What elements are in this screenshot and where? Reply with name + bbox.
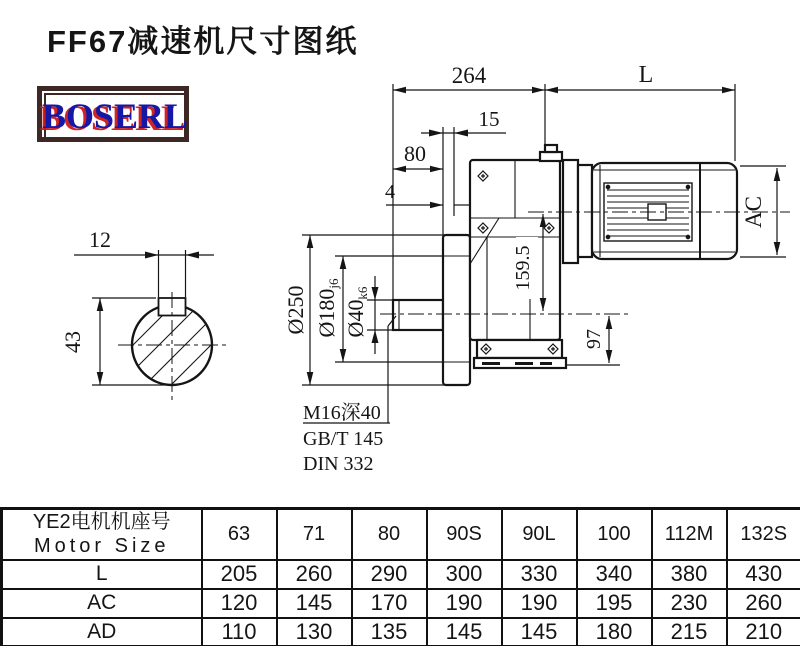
dim-4-label: 4 bbox=[385, 181, 395, 203]
col-header: 71 bbox=[277, 509, 352, 560]
dim-43-label: 43 bbox=[60, 331, 85, 353]
dim-159-label: 159.5 bbox=[512, 245, 534, 291]
header-cn: YE2电机机座号 bbox=[32, 511, 171, 534]
table-cell: 120 bbox=[202, 589, 277, 618]
lifting-lug-top bbox=[545, 145, 557, 152]
motor-flange-ring bbox=[578, 165, 592, 257]
table-cell: 330 bbox=[502, 560, 577, 589]
table-cell: 430 bbox=[727, 560, 800, 589]
brand-logo-text: BOSERL bbox=[41, 96, 189, 136]
col-header: 100 bbox=[577, 509, 652, 560]
dim-180-label: Ø180j6 bbox=[314, 278, 341, 338]
dim-80-label: 80 bbox=[404, 141, 426, 166]
table-cell: 130 bbox=[277, 618, 352, 646]
table-header-row bbox=[2, 509, 800, 560]
table-row bbox=[2, 589, 800, 618]
col-header: 132S bbox=[727, 509, 800, 560]
table-cell: 205 bbox=[202, 560, 277, 589]
table-cell: 260 bbox=[727, 589, 800, 618]
dim-264-label: 264 bbox=[451, 63, 487, 88]
table-cell: 145 bbox=[277, 589, 352, 618]
col-header: 90L bbox=[502, 509, 577, 560]
table-cell: 230 bbox=[652, 589, 727, 618]
gearbox-outline bbox=[393, 145, 737, 385]
table-cell: 170 bbox=[352, 589, 427, 618]
col-header: 80 bbox=[352, 509, 427, 560]
note-tap-hole: M16深40 bbox=[303, 402, 381, 424]
output-shaft bbox=[393, 300, 443, 330]
col-header: 112M bbox=[652, 509, 727, 560]
table-cell: 135 bbox=[352, 618, 427, 646]
table-cell: 110 bbox=[202, 618, 277, 646]
table-cell: 145 bbox=[502, 618, 577, 646]
row-label: AD bbox=[2, 618, 202, 646]
table-cell: 340 bbox=[577, 560, 652, 589]
dim-15-label: 15 bbox=[478, 107, 500, 131]
table-row bbox=[2, 560, 800, 589]
dimension-labels bbox=[60, 62, 766, 475]
lifting-lug bbox=[540, 152, 562, 161]
table-cell: 260 bbox=[277, 560, 352, 589]
dim-250-label: Ø250 bbox=[283, 285, 308, 335]
col-header: 90S bbox=[427, 509, 502, 560]
dim-40-label: Ø40k6 bbox=[343, 286, 370, 338]
table-row bbox=[2, 618, 800, 646]
dim-12-label: 12 bbox=[89, 227, 111, 252]
table-cell: 190 bbox=[427, 589, 502, 618]
table-cell: 380 bbox=[652, 560, 727, 589]
table-cell: 215 bbox=[652, 618, 727, 646]
table-cell: 180 bbox=[577, 618, 652, 646]
row-label: AC bbox=[2, 589, 202, 618]
table-cell: 210 bbox=[727, 618, 800, 646]
table-cell: 190 bbox=[502, 589, 577, 618]
table-cell: 300 bbox=[427, 560, 502, 589]
dim-L-label: L bbox=[638, 62, 654, 88]
dim-AC-label: AC bbox=[741, 196, 766, 228]
header-en: Motor Size bbox=[33, 535, 170, 558]
table-cell: 290 bbox=[352, 560, 427, 589]
note-din-standard: DIN 332 bbox=[303, 453, 374, 475]
table-cell: 195 bbox=[577, 589, 652, 618]
dim-97-label: 97 bbox=[583, 329, 605, 349]
page-title: FF67减速机尺寸图纸 bbox=[47, 24, 359, 59]
table-header-motor-size bbox=[2, 509, 202, 560]
table-cell: 145 bbox=[427, 618, 502, 646]
motor-size-table bbox=[0, 507, 800, 646]
note-gbt-standard: GB/T 145 bbox=[303, 428, 384, 450]
col-header: 63 bbox=[202, 509, 277, 560]
row-label: L bbox=[2, 560, 202, 589]
